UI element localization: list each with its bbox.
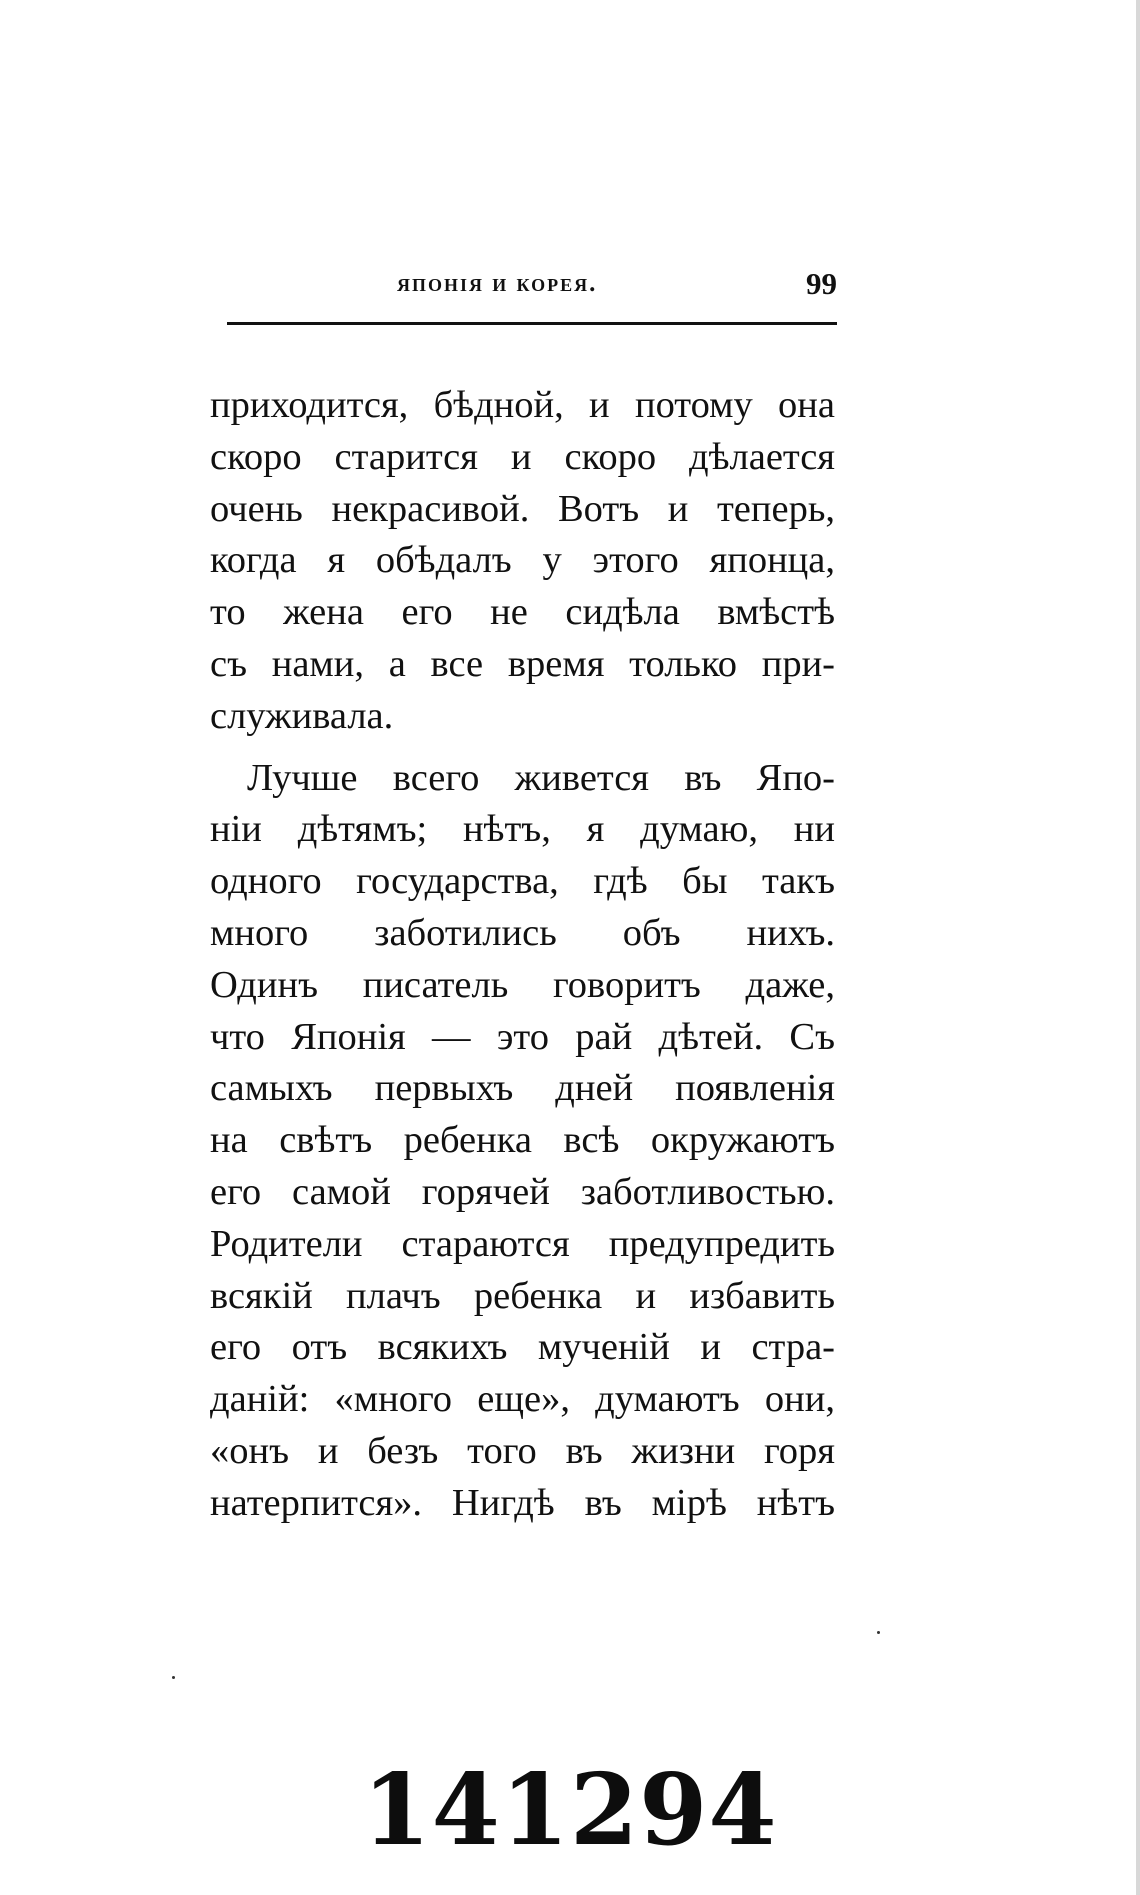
text-line: всякій плачъ ребенка и избавить: [210, 1274, 835, 1317]
print-speck: [172, 1676, 175, 1679]
text-line: служивала.: [210, 694, 394, 737]
text-line: Одинъ писатель говоритъ даже,: [210, 963, 835, 1006]
text-line: Лучше всего живется въ Япо-: [247, 756, 835, 799]
text-line: очень некрасивой. Вотъ и теперь,: [210, 487, 835, 530]
text-line: даній: «много еще», думаютъ они,: [210, 1378, 835, 1421]
text-line: много заботились объ нихъ.: [210, 911, 835, 954]
paragraph-1: [210, 380, 835, 743]
page-edge: [1136, 0, 1140, 1895]
text-line: его отъ всякихъ мученій и стра-: [210, 1326, 835, 1369]
paragraph-gap: [210, 743, 835, 753]
text-line: на свѣтъ ребенка всѣ окружаютъ: [210, 1119, 835, 1162]
header-rule: [227, 322, 837, 325]
text-line: когда я обѣдалъ у этого японца,: [210, 539, 835, 582]
library-stamp-number: 141294: [362, 1753, 778, 1868]
text-line: приходится, бѣдной, и потому она: [210, 384, 835, 426]
text-line: натерпится». Нигдѣ въ мірѣ нѣтъ: [210, 1481, 835, 1524]
running-head: [227, 262, 837, 302]
text-line: скоро старится и скоро дѣлается: [210, 435, 835, 478]
page-number: 99: [806, 266, 837, 301]
text-line: ніи дѣтямъ; нѣтъ, я думаю, ни: [210, 808, 835, 851]
text-line: что Японія — это рай дѣтей. Съ: [210, 1015, 835, 1058]
running-title: японія и корея.: [397, 270, 598, 297]
text-line: съ нами, а все время только при-: [210, 642, 835, 685]
print-speck: [877, 1631, 880, 1634]
text-line: его самой горячей заботливостью.: [210, 1170, 835, 1213]
body-text: [210, 380, 835, 1530]
text-line: самыхъ первыхъ дней появленія: [210, 1067, 835, 1110]
text-line: то жена его не сидѣла вмѣстѣ: [210, 591, 835, 634]
paragraph-2: [210, 753, 835, 1530]
text-line: «онъ и безъ того въ жизни горя: [210, 1429, 835, 1472]
text-line: Родители стараются предупредить: [210, 1222, 835, 1265]
text-line: одного государства, гдѣ бы такъ: [210, 860, 835, 903]
